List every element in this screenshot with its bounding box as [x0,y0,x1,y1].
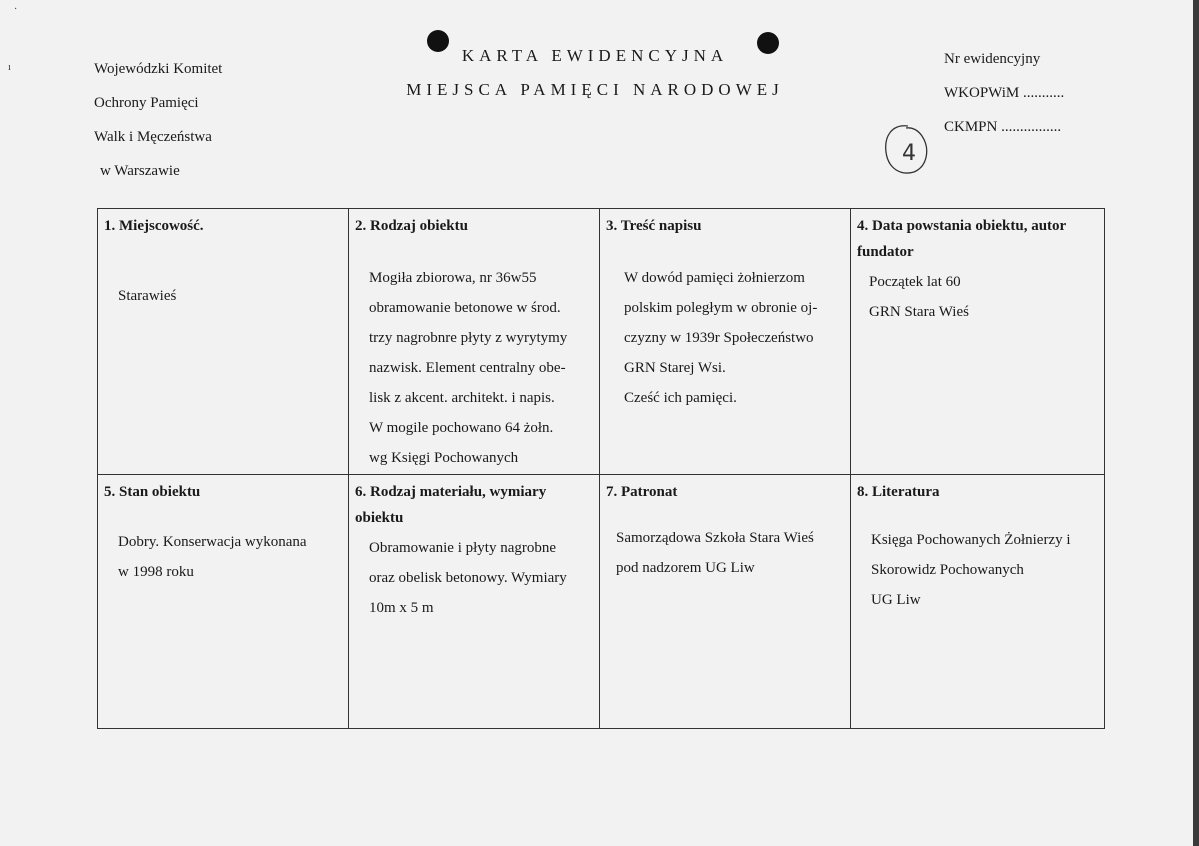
field-value: Samorządowa Szkoła Stara Wieś pod nadzorem UG Liw [616,530,814,576]
field-label: 6. Rodzaj materiału, wymiary obiektu [355,484,547,526]
committee-line: Wojewódzki Komitet [94,61,223,77]
scan-edge [1193,0,1199,846]
committee-name [94,52,222,188]
field-literature [851,475,1105,729]
registry-numbers [944,42,1064,144]
form-subtitle: MIEJSCA PAMIĘCI NARODOWEJ [406,80,784,99]
field-condition [98,475,349,729]
field-label: 4. Data powstania obiektu, autor fundator [857,218,1066,260]
committee-line: Ochrony Pamięci [94,95,199,111]
field-value: Dobry. Konserwacja wykonana w 1998 roku [118,534,307,580]
field-label: 2. Rodzaj obiektu [355,218,468,234]
field-label: 7. Patronat [606,484,678,500]
field-material [349,475,600,729]
field-creation-date [851,209,1105,475]
field-label: 5. Stan obiektu [104,484,201,500]
field-patronage [600,475,851,729]
svg-text:4: 4 [902,141,916,166]
scan-mark: ı [8,62,11,73]
committee-line: Walk i Męczeństwa [94,129,212,145]
registry-line: CKMPN ................ [944,119,1062,135]
record-table [97,208,1105,729]
field-value: W dowód pamięci żołnierzom polskim poległym w obronie oj- czyzny w 1939r Społeczeństwo GRN Starej Wsi. Cześć ich pamięci. [624,270,818,406]
field-label: 8. Literatura [857,484,940,500]
scan-mark: · [14,4,18,15]
registry-line: Nr ewidencyjny [944,51,1041,67]
form-title: KARTA EWIDENCYJNA [461,46,729,65]
handwritten-circled-number [878,122,930,178]
field-value: Mogiła zbiorowa, nr 36w55 obramowanie betonowe w środ. trzy nagrobnre płyty z wyrytymy nazwisk. Element centralny obe- lisk z akcent. architekt. i napis. W mogile pochowano 64 żołn. wg Księgi Pochowanych [369,270,568,466]
field-value: Księga Pochowanych Żołnierzy i Skorowidz Pochowanych UG Liw [871,532,1071,608]
field-inscription [600,209,851,475]
field-value: Starawieś [118,288,177,304]
registry-line: WKOPWiM ........... [944,85,1065,101]
field-object-type [349,209,600,475]
committee-line: w Warszawie [100,163,180,179]
field-label: 1. Miejscowość. [104,218,204,234]
field-label: 3. Treść napisu [606,218,702,234]
field-value: Obramowanie i płyty nagrobne oraz obelisk betonowy. Wymiary 10m x 5 m [369,540,567,616]
field-location [98,209,349,475]
field-value: Początek lat 60 GRN Stara Wieś [869,274,969,320]
